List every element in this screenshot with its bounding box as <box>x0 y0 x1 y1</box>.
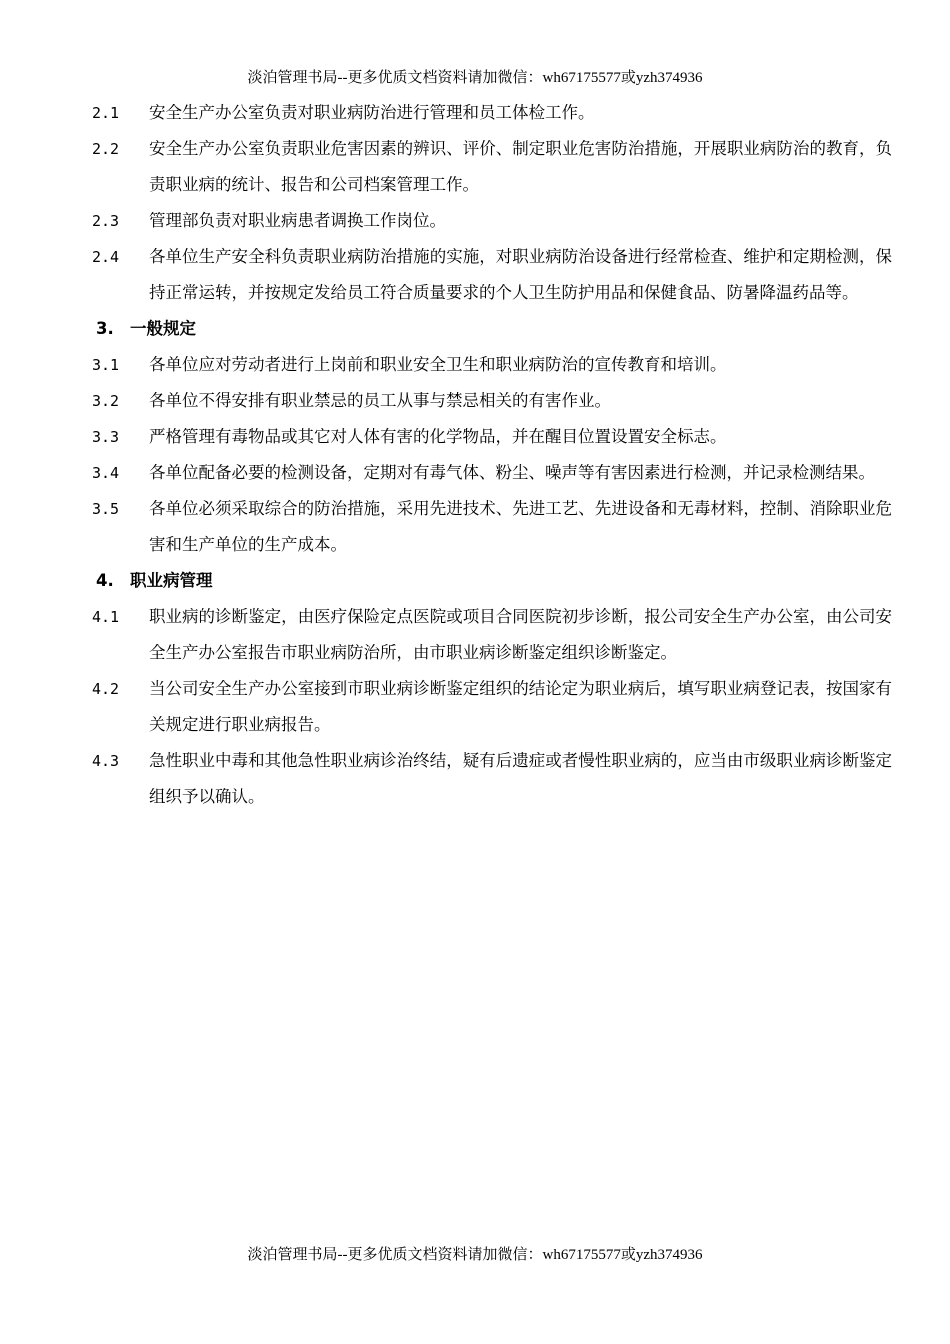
clause-number: 4.3 <box>92 752 120 770</box>
clause-text: 各单位不得安排有职业禁忌的员工从事与禁忌相关的有害作业。 <box>149 391 611 410</box>
clause-4-1 <box>92 599 892 671</box>
clause-text: 各单位必须采取综合的防治措施，采用先进技术、先进工艺、先进设备和无毒材料，控制、消除职业危害和生产单位的生产成本。 <box>149 499 892 554</box>
clause-4-2 <box>92 671 892 743</box>
clause-text: 各单位配备必要的检测设备，定期对有毒气体、粉尘、噪声等有害因素进行检测，并记录检测结果。 <box>149 463 875 482</box>
clause-3-4 <box>92 455 892 491</box>
clause-number: 3.2 <box>92 392 120 410</box>
clause-2-1 <box>92 95 892 131</box>
clause-number: 2.1 <box>92 104 120 122</box>
section-title: 职业病管理 <box>130 571 213 590</box>
clause-number: 4.2 <box>92 680 120 698</box>
section-number: 3. <box>96 319 114 338</box>
clause-number: 3.3 <box>92 428 120 446</box>
clause-text: 严格管理有毒物品或其它对人体有害的化学物品，并在醒目位置设置安全标志。 <box>149 427 727 446</box>
clause-4-3 <box>92 743 892 815</box>
section-heading-3 <box>92 311 892 347</box>
clause-text: 安全生产办公室负责对职业病防治进行管理和员工体检工作。 <box>149 103 595 122</box>
clause-text: 各单位生产安全科负责职业病防治措施的实施，对职业病防治设备进行经常检查、维护和定期检测，保持正常运转，并按规定发给员工符合质量要求的个人卫生防护用品和保健食品、防暑降温药品等。 <box>149 247 892 302</box>
clause-number: 3.5 <box>92 500 120 518</box>
clause-number: 2.3 <box>92 212 120 230</box>
clause-text: 各单位应对劳动者进行上岗前和职业安全卫生和职业病防治的宣传教育和培训。 <box>149 355 727 374</box>
clause-number: 3.4 <box>92 464 120 482</box>
section-title: 一般规定 <box>130 319 196 338</box>
clause-3-1 <box>92 347 892 383</box>
clause-3-3 <box>92 419 892 455</box>
clause-3-2 <box>92 383 892 419</box>
clause-2-4 <box>92 239 892 311</box>
clause-text: 管理部负责对职业病患者调换工作岗位。 <box>149 211 446 230</box>
clause-text: 安全生产办公室负责职业危害因素的辨识、评价、制定职业危害防治措施，开展职业病防治的教育，负责职业病的统计、报告和公司档案管理工作。 <box>149 139 892 194</box>
document-body <box>92 95 892 815</box>
clause-2-3 <box>92 203 892 239</box>
clause-number: 2.4 <box>92 248 120 266</box>
clause-3-5 <box>92 491 892 563</box>
clause-text: 职业病的诊断鉴定，由医疗保险定点医院或项目合同医院初步诊断，报公司安全生产办公室，由公司安全生产办公室报告市职业病防治所，由市职业病诊断鉴定组织诊断鉴定。 <box>149 607 892 662</box>
page-footer-watermark: 淡泊管理书局--更多优质文档资料请加微信：wh67175577或yzh374936 <box>247 1247 703 1263</box>
page-header-watermark: 淡泊管理书局--更多优质文档资料请加微信：wh67175577或yzh374936 <box>247 70 703 86</box>
section-number: 4. <box>96 571 114 590</box>
clause-2-2 <box>92 131 892 203</box>
clause-text: 急性职业中毒和其他急性职业病诊治终结，疑有后遗症或者慢性职业病的，应当由市级职业病诊断鉴定组织予以确认。 <box>149 751 892 806</box>
clause-number: 2.2 <box>92 140 120 158</box>
section-heading-4 <box>92 563 892 599</box>
clause-number: 3.1 <box>92 356 120 374</box>
clause-text: 当公司安全生产办公室接到市职业病诊断鉴定组织的结论定为职业病后，填写职业病登记表，按国家有关规定进行职业病报告。 <box>149 679 892 734</box>
clause-number: 4.1 <box>92 608 120 626</box>
